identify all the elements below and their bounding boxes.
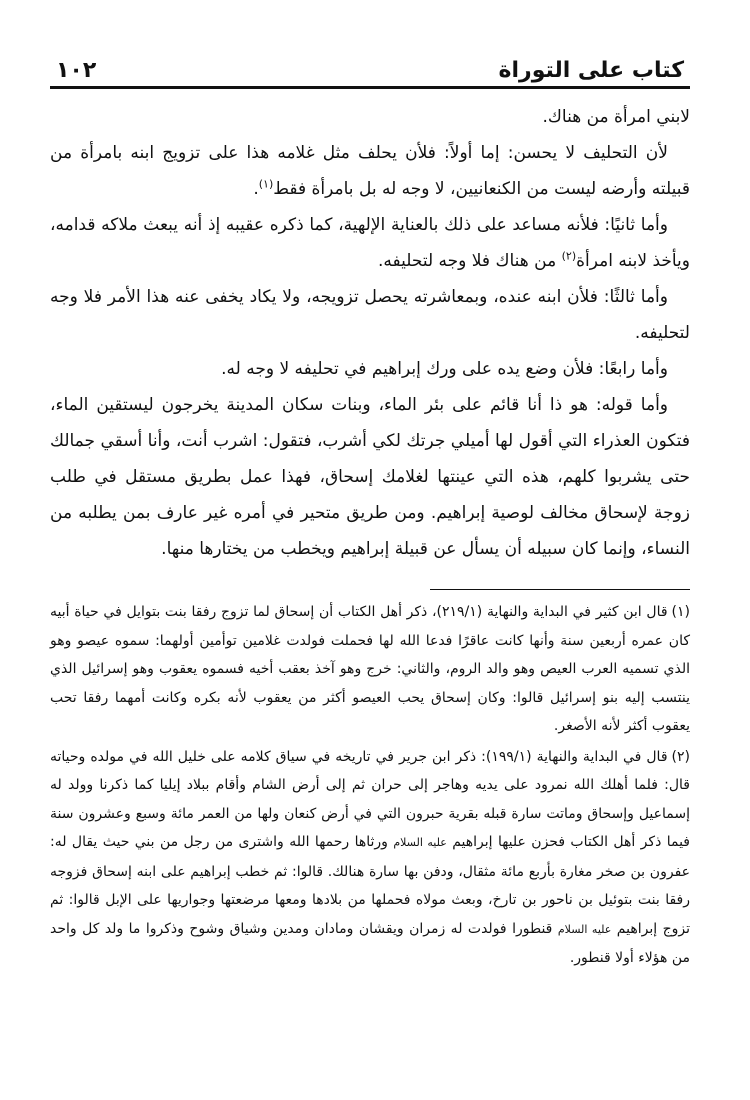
praise-glyph: عليه السلام <box>393 836 447 849</box>
footnote-1 <box>50 598 690 741</box>
page-header <box>50 48 690 86</box>
paragraph-1: لابني امرأة من هناك. <box>542 107 690 127</box>
main-text <box>50 99 690 567</box>
document-page <box>50 48 690 1068</box>
footnote-separator <box>430 589 690 590</box>
footnote-1-text: قال ابن كثير في البداية والنهاية (٢١٩/١)، ذكر أهل الكتاب أن إسحاق لما تزوج رفقا بنت بتوايل في حياة أبيه كان عمره أربعين سنة وأنها كانت عاقرًا فدعا الله لها فحملت فولدت غلامين توأمين أولهما: سموه عيصو وهو الذي تسميه العرب العيص وهو والد الروم، والثاني: خرج وهو آخذ بعقب أخيه فسموه يعقوب وهو إسرائيل الذي ينتسب إليه بنو إسرائيل قالوا: وكان إسحاق يحب العيصو أكثر من يعقوب لأنه بكره وكانت أمهما رفقا تحب يعقوب أكثر لأنه الأصغر. <box>50 604 690 734</box>
praise-glyph: عليه السلام <box>557 922 612 936</box>
paragraph-2: لأن التحليف لا يحسن: إما أولاً: فلأن يحلف مثل غلامه هذا على تزويج ابنه بامرأة من قبيلته وأرضه ليست من الكنعانيين، لا وجه له بل بامرأة فقط$^{(١)}$. <box>50 143 690 199</box>
paragraph-5: وأما رابعًا: فلأن وضع يده على ورك إبراهيم في تحليفه لا وجه له. <box>221 359 668 379</box>
page-number: ١٠٢ <box>56 58 97 83</box>
footnote-ref-1: (١) <box>258 177 274 191</box>
footnote-2-number: (٢) <box>671 748 690 765</box>
header-rule <box>50 86 690 89</box>
running-title: كتاب على التوراة <box>498 58 684 83</box>
footnote-ref-2: (٢) <box>561 249 577 263</box>
paragraph-6: وأما قوله: هو ذا أنا قائم على بئر الماء، وبنات سكان المدينة يخرجون ليستقين الماء، فتكون العذراء التي أقول لها أميلي جرتك لكي أشرب، فتقول: اشرب أنت، وأنا أسقي جمالك حتى يشربوا كلهم، هذه التي عينتها لغلامك إسحاق، فهذا عمل بطريق مستقل في طلب زوجة لإسحاق مخالف لوصية إبراهيم. ومن طريق متحير في أمره غير عارف بمن يطلبه من النساء، وإنما كان سبيله أن يسأل عن قبيلة إبراهيم ويخطب من يختارها منها. <box>50 395 690 559</box>
footnote-1-number: (١) <box>671 604 690 620</box>
footnotes <box>50 598 690 973</box>
paragraph-3: وأما ثانيًا: فلأنه مساعد على ذلك بالعناية الإلهية، كما ذكره عقيبه إذ أنه يبعث ملاكه قدامه، ويأخذ لابنه امرأة$^{(٢)}$ من هناك فلا وجه لتحليفه. <box>50 215 690 271</box>
paragraph-4: وأما ثالثًا: فلأن ابنه عنده، وبمعاشرته يحصل تزويجه، ولا يكاد يخفى عنه هذا الأمر فلا وجه لتحليفه. <box>50 287 690 343</box>
footnote-2: (٢)قال في البداية والنهاية (١٩٩/١): ذكر ابن جرير في تاريخه في سياق كلامه على خليل الله في مولده وحياته قال: فلما أهلك الله نمرود على يديه وهاجر إلى حران ثم إلى أرض الشام وأقام ببلاد إيليا كما ذكرنا وولد له إسماعيل وإسحاق وماتت سارة قبله بقرية حبرون التي في أرض كنعان ولها من العمر مائة وسبع وعشرون سنة فيما ذكر أهل الكتاب فحزن عليها إبراهيم عليه السلام ورثاها رحمها الله واشترى من رجل من بني حيث يقال له: عفرون بن صخر مغارة بأربع مائة مثقال، ودفن بها سارة هنالك. قالوا: ثم خطب إبراهيم على ابنه إسحاق فزوجه رفقا بنت بتوئيل بن ناحور بن تارخ، وبعث مولاه فحملها من بلادها ومعها مرضعتها وجواريها على الإبل قالوا: ثم تزوج إبراهيم عليه السلام قنطورا فولدت له زمران ويقشان ومادان ومدين وشياق وشوح وذكروا ما ولد كل واحد من هؤلاء أولا قنطور. <box>50 748 690 966</box>
